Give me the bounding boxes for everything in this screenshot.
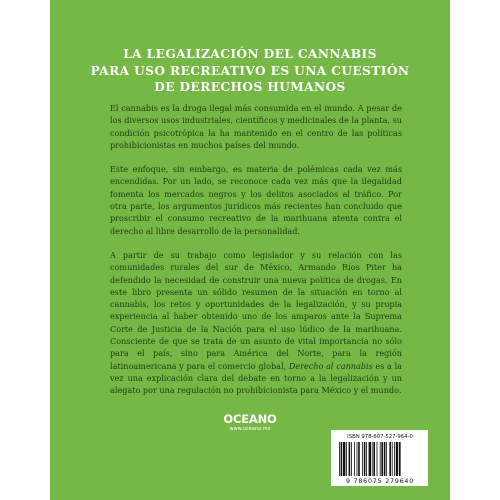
barcode-digits: 9 786075 279640 xyxy=(345,478,415,485)
synopsis-paragraph-3 xyxy=(110,249,402,397)
barcode-icon xyxy=(331,442,428,480)
barcode-label xyxy=(331,430,428,486)
synopsis xyxy=(110,102,402,409)
synopsis-paragraph-1: El cannabis es la droga ilegal más consumida en el mundo. A pesar de los diversos usos industriales, científicos y medicinales de la planta, su condición psicotrópica la ha mantenido en el centro de las políticas prohibicionistas en muchos países del mundo. xyxy=(110,103,402,150)
headline-line-2: PARA USO RECREATIVO ES UNA CUESTIÓN xyxy=(90,63,410,78)
synopsis-paragraph-2: Este enfoque, sin embargo, es materia de polémicas cada vez más encendidas. Por un lado, se reconoce cada vez más que la ilegalidad fomenta los mercados negros y los delitos asociados al tráfico. Por otra parte, los argumentos jurídicos más recientes han concluido que proscribir el consumo recreativo de la marihuana atenta contra el derecho al libre desarrollo de la personalidad. xyxy=(110,164,402,236)
publisher-logo: OCEANO xyxy=(223,412,277,426)
cover-headline xyxy=(50,46,450,96)
isbn-text: ISBN 978-607-527-964-0 xyxy=(347,434,413,440)
book-back-cover xyxy=(50,0,450,500)
synopsis-paragraph-3-end: es a la vez una explicación clara del debate en torno a la legalización y un alegato por una regulación no prohibicionista para México y el mundo. xyxy=(110,360,402,396)
synopsis-paragraph-3-text: A partir de su trabajo como legislador y su relación con las comunidades rurales del sur de México, Armando Ríos Piter ha defendido la necesidad de construir una nueva política de drogas. En este libro presenta un sólido resumen de la situación en torno al cannabis, los retos y oportunidades de la legalización, y su propia experiencia al haber obtenido uno de los amparos ante la Suprema Corte de Justicia de la Nación para el uso lúdico de la marihuana. Consciente de que se trata de un asunto de vital importancia no sólo para el país, sino para América del Norte, para la región latinoamericana y para el comercio global, xyxy=(110,249,402,371)
publisher-url: www.oceano.mx xyxy=(229,426,271,432)
headline-line-3: DE DERECHOS HUMANOS xyxy=(154,80,346,94)
book-title-italic: Derecho al cannabis xyxy=(288,360,373,371)
headline-line-1: LA LEGALIZACIÓN DEL CANNABIS xyxy=(123,47,377,61)
